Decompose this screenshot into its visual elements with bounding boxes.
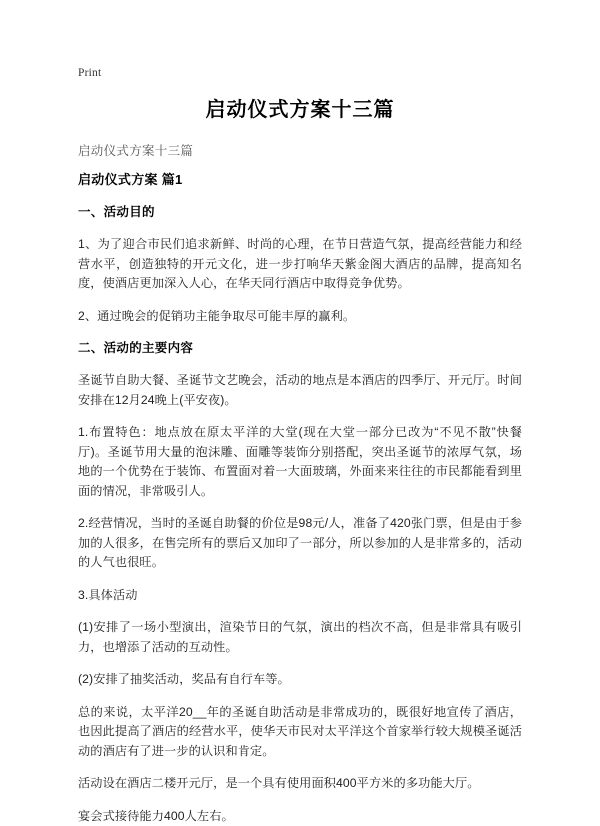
paragraph: 活动设在酒店二楼开元厅，是一个具有使用面积400平方米的多功能大厅。 [78,774,522,794]
paragraph: 3.具体活动 [78,586,522,606]
paragraph: 2、通过晚会的促销功主能争取尽可能丰厚的赢利。 [78,307,522,327]
paragraph: 圣诞节自助大餐、圣诞节文艺晚会，活动的地点是本酒店的四季厅、开元厅。时间安排在12月24晚上(平安夜)。 [78,371,522,410]
paragraph: 1.布置特色：地点放在原太平洋的大堂(现在大堂一部分已改为“不见不散”快餐厅)。圣诞节用大量的泡沫雕、面雕等装饰分别搭配，突出圣诞节的浓厚气氛，场地的一个优势在于装饰、布置面对着一大面玻璃，外面来来往往的市民都能看到里面的情况，非常吸引人。 [78,423,522,501]
document-subtitle: 启动仪式方案十三篇 [78,142,522,160]
paragraph: 1、为了迎合市民们追求新鲜、时尚的心理，在节日营造气氛，提高经营能力和经营水平，创造独特的开元文化，进一步打响华天紫金阁大酒店的品牌，提高知名度，使酒店更加深入人心，在华天同行酒店中取得竞争优势。 [78,235,522,294]
paragraph: 总的来说，太平洋20__年的圣诞自助活动是非常成功的，既很好地宣传了酒店，也因此提高了酒店的经营水平，使华天市民对太平洋这个首家举行较大规模圣诞活动的酒店有了进一步的认识和肯定。 [78,703,522,762]
paragraph: 宴会式接待能力400人左右。 [78,807,522,826]
paragraph: (2)安排了抽奖活动，奖品有自行车等。 [78,670,522,690]
document-content [78,66,522,826]
paragraph: 2.经营情况，当时的圣诞自助餐的价位是98元/人，准备了420张门票，但是由于参加的人很多，在售完所有的票后又加印了一部分，所以参加的人是非常多的，活动的人气也很旺。 [78,514,522,573]
section-heading-content: 二、活动的主要内容 [78,339,522,358]
piece-title: 启动仪式方案 篇1 [78,170,522,189]
print-button[interactable]: Print [78,66,522,80]
page-title: 启动仪式方案十三篇 [78,96,522,124]
section-heading-purpose: 一、活动目的 [78,203,522,222]
paragraph: (1)安排了一场小型演出，渲染节日的气氛，演出的档次不高，但是非常具有吸引力，也增添了活动的互动性。 [78,618,522,657]
